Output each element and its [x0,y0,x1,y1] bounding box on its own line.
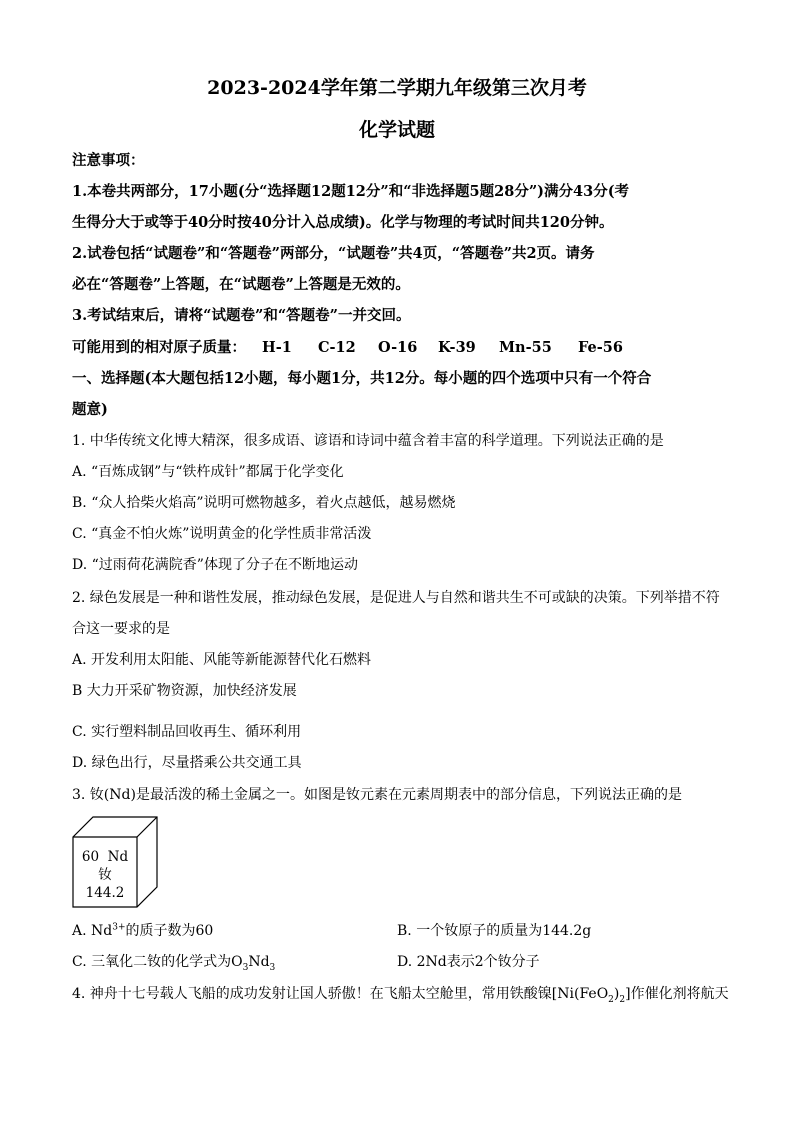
q1-option-c: C. “真金不怕火炼”说明黄金的化学性质非常活泼 [72,526,372,542]
q2-option-b: B 大力开采矿物资源，加快经济发展 [72,683,297,699]
element-name: 钕 [98,867,112,883]
notice-line-2: 生得分大于或等于40分时按40分计入总成绩)。化学与物理的考试时间共120分钟。 [72,214,614,231]
atomic-number: 60 [81,849,100,865]
q3-option-d: D. 2Nd表示2个钕分子 [397,954,540,970]
q3-option-c: C. 三氧化二钕的化学式为$O_3Nd_3$ [72,954,276,973]
element-cell-top-row [72,848,138,866]
q2-stem-line-1: 2. 绿色发展是一种和谐性发展，推动绿色发展，是促进人与自然和谐共生不可或缺的决策。下列举措不符 [72,590,720,606]
mass-mn: Mn-55 [499,339,552,356]
q1-option-d: D. “过雨荷花满院香”体现了分子在不断地运动 [72,557,358,573]
element-cell-content [72,848,138,902]
section-1-heading-cont: 题意) [72,401,108,418]
q2-option-c: C. 实行塑料制品回收再生、循环利用 [72,724,302,740]
notice-heading: 注意事项： [72,152,145,169]
q3-option-b: B. 一个钕原子的质量为144.2g [397,923,592,939]
atomic-mass: 144.2 [85,885,125,901]
q3-option-a: A. $Nd^{3+}$的质子数为60 [72,922,214,939]
q2-stem-line-2: 合这一要求的是 [72,621,170,637]
atomic-masses-label: 可能用到的相对原子质量： [72,339,246,356]
notice-line-1: 1.本卷共两部分，17小题(分“选择题12题12分”和“非选择题5题28分”)满分43分(考 [72,183,630,200]
q1-option-a: A. “百炼成钢”与“铁杵成针”都属于化学变化 [72,464,344,480]
q4-stem: 4. 神舟十七号载人飞船的成功发射让国人骄傲！在飞船太空舱里，常用铁酸镍$[Ni(FeO_2)_2]$作催化剂将航天 [72,986,729,1005]
mass-o: O-16 [378,339,418,356]
notice-line-5: 3.考试结束后，请将“试题卷”和“答题卷”一并交回。 [72,307,411,324]
q2-option-a: A. 开发利用太阳能、风能等新能源替代化石燃料 [72,652,372,668]
mass-c: C-12 [318,339,356,356]
exam-subtitle: 化学试题 [358,119,435,141]
element-symbol: Nd [107,849,129,865]
atomic-masses [72,339,623,357]
notice-line-4: 必在“答题卷”上答题，在“试题卷”上答题是无效的。 [72,276,410,293]
q3-stem: 3. 钕(Nd)是最活泼的稀土金属之一。如图是钕元素在元素周期表中的部分信息，下列说法正确的是 [72,787,682,803]
q1-stem: 1. 中华传统文化博大精深，很多成语、谚语和诗词中蕴含着丰富的科学道理。下列说法正确的是 [72,433,664,449]
mass-h: H-1 [262,339,292,356]
mass-fe: Fe-56 [578,339,623,356]
mass-k: K-39 [438,339,476,356]
q2-option-d: D. 绿色出行，尽量搭乘公共交通工具 [72,755,302,771]
q1-option-b: B. “众人拾柴火焰高”说明可燃物越多，着火点越低，越易燃烧 [72,495,456,511]
exam-title: 2023-2024学年第二学期九年级第三次月考 [207,77,587,99]
section-1-heading: 一、选择题(本大题包括12小题，每小题1分，共12分。每小题的四个选项中只有一个符合 [72,370,652,387]
notice-line-3: 2.试卷包括“试题卷”和“答题卷”两部分，“试题卷”共4页，“答题卷”共2页。请务 [72,245,595,262]
